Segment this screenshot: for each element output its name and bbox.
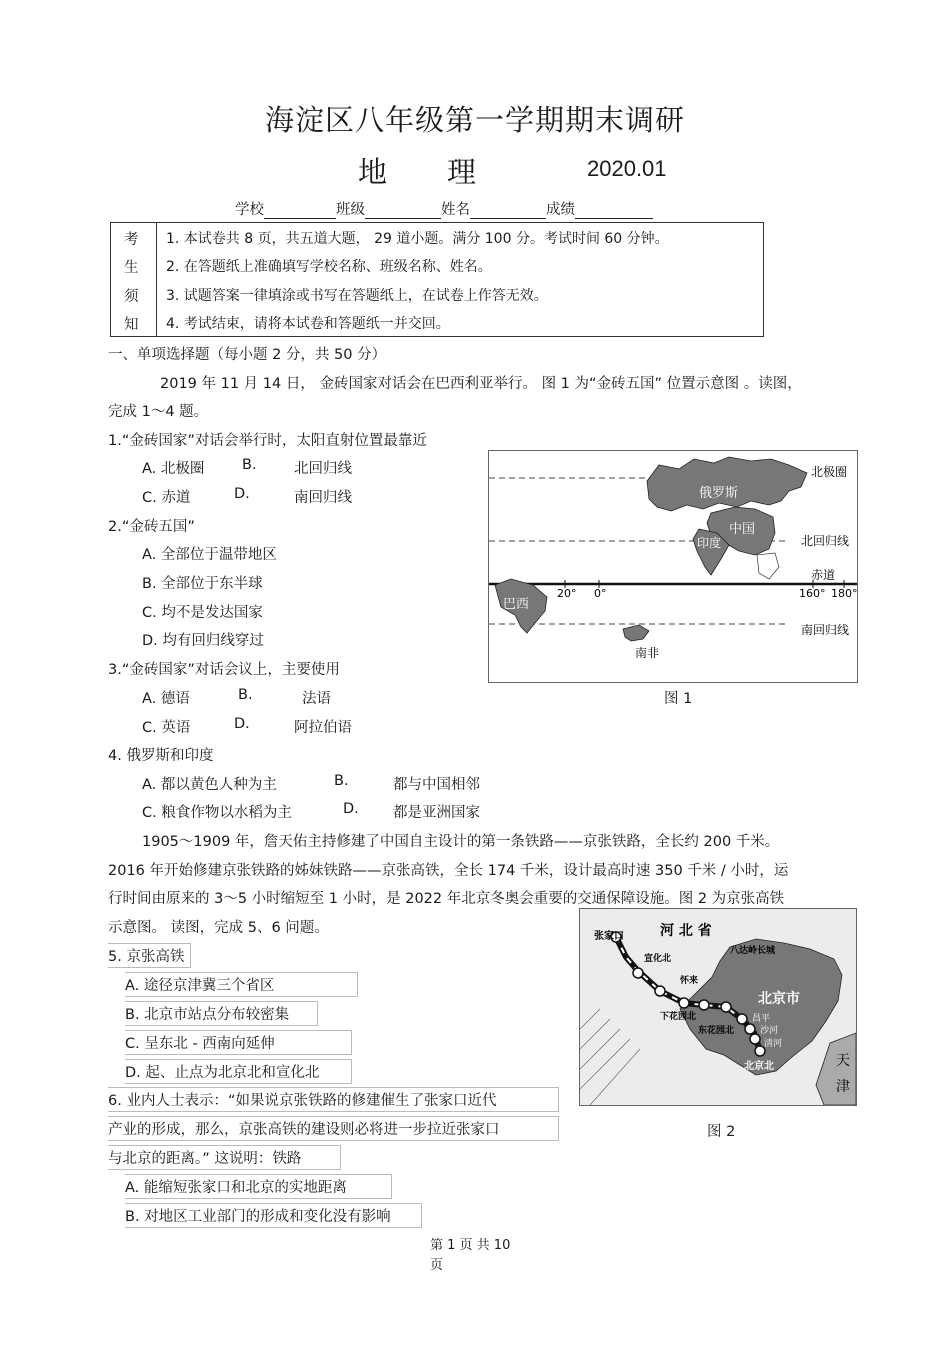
school-label: 学校 — [235, 202, 264, 218]
q1-option-d[interactable]: 南回归线 — [294, 490, 352, 506]
name-label: 姓名 — [441, 202, 470, 218]
q4-stem: 4. 俄罗斯和印度 — [108, 748, 214, 764]
station-xuanhuabei[interactable] — [633, 968, 643, 978]
figure-1-caption: 图 1 — [664, 691, 693, 707]
note-line: 4. 考试结束，请将本试卷和答题纸一并交回。 — [166, 316, 450, 332]
tianjin-label-1: 天 — [836, 1053, 850, 1069]
q6-stem: 6. 业内人士表示：“如果说京张铁路的修建催生了张家口近代 — [108, 1087, 559, 1112]
lon-180-label: 180° — [831, 587, 857, 600]
q1-stem: 1.“金砖国家”对话会举行时，太阳直射位置最靠近 — [108, 433, 427, 449]
station-label-beijingbei: 北京北 — [744, 1061, 774, 1072]
q1-option-a[interactable]: A. 北极圈 — [142, 461, 205, 477]
q5-option-d[interactable]: D. 起、止点为北京北和宣化北 — [125, 1059, 352, 1084]
india-label: 印度 — [697, 536, 722, 550]
railway-map-svg — [580, 909, 856, 1105]
q1-option-d-letter[interactable]: D. — [234, 486, 250, 502]
station-label-shahe: 沙河 — [760, 1026, 779, 1036]
station-donghuayuanbei[interactable] — [699, 1000, 709, 1010]
page-footer-line1: 第 1 页 共 10 — [430, 1238, 511, 1253]
station-label-changping: 昌平 — [752, 1014, 771, 1024]
q3-stem: 3.“金砖国家”对话会议上，主要使用 — [108, 662, 340, 678]
q4-option-b[interactable]: 都与中国相邻 — [393, 777, 480, 793]
q6-stem: 产业的形成，那么，京张高铁的建设则必将进一步拉近张家口 — [108, 1116, 559, 1141]
intro-line: 完成 1～4 题。 — [108, 404, 209, 420]
intro-line: 2019 年 11 月 14 日， 金砖国家对话会在巴西利亚举行。 图 1 为“金砖五国” 位置示意图 。读图， — [160, 376, 802, 392]
q1-option-b[interactable]: 北回归线 — [294, 461, 352, 477]
q5-option-a[interactable]: A. 途径京津冀三个省区 — [125, 972, 358, 997]
beijing-label: 北京市 — [758, 991, 800, 1007]
note-line: 2. 在答题纸上准确填写学校名称、班级名称、姓名。 — [166, 259, 492, 275]
q4-option-a[interactable]: A. 都以黄色人种为主 — [142, 777, 277, 793]
tianjin-label-2: 津 — [836, 1079, 850, 1095]
arctic-label: 北极圈 — [811, 465, 848, 479]
q3-option-a[interactable]: A. 德语 — [142, 691, 190, 707]
figure-1-map — [488, 450, 858, 683]
figure-2-caption: 图 2 — [707, 1124, 736, 1140]
station-label-zhangjiakou: 张家口 — [594, 931, 624, 942]
hebei-striped-area — [580, 1009, 640, 1105]
q1-option-b-letter[interactable]: B. — [242, 457, 257, 473]
notes-side-label — [111, 223, 157, 336]
station-changping[interactable] — [737, 1014, 747, 1024]
station-qinghe[interactable] — [750, 1034, 760, 1044]
page-footer-line2: 页 — [430, 1258, 444, 1273]
station-label-xuanhuabei: 宣化北 — [644, 954, 672, 964]
station-badaling[interactable] — [721, 1002, 731, 1012]
q2-option-d[interactable]: D. 均有回归线穿过 — [142, 633, 264, 649]
exam-notes-box — [110, 222, 764, 337]
class-blank[interactable] — [365, 203, 441, 219]
station-label-qinghe: 清河 — [764, 1039, 783, 1049]
notes-char: 须 — [124, 289, 139, 305]
q5-option-c[interactable]: C. 呈东北 - 西南向延伸 — [125, 1030, 352, 1055]
q6-option-a[interactable]: A. 能缩短张家口和北京的实地距离 — [125, 1174, 392, 1199]
russia-label: 俄罗斯 — [699, 486, 739, 501]
station-huailai[interactable] — [679, 998, 689, 1008]
q6-option-b[interactable]: B. 对地区工业部门的形成和变化没有影响 — [125, 1203, 422, 1228]
station-shahe[interactable] — [745, 1024, 755, 1034]
q2-option-b[interactable]: B. 全部位于东半球 — [142, 576, 263, 592]
q4-option-b-letter[interactable]: B. — [334, 773, 349, 789]
q2-option-c[interactable]: C. 均不是发达国家 — [142, 605, 263, 621]
q3-option-c[interactable]: C. 英语 — [142, 720, 191, 736]
q5-option-b[interactable]: B. 北京市站点分布较密集 — [125, 1001, 318, 1026]
exam-date: 2020.01 — [587, 156, 667, 181]
china-label: 中国 — [729, 522, 756, 537]
figure-2-map — [579, 908, 857, 1106]
notes-char: 考 — [124, 232, 139, 248]
hebei-label: 河 北 省 — [660, 923, 712, 939]
tropic-capricorn-label: 南回归线 — [801, 623, 850, 637]
station-label-badaling: 八达岭长城 — [730, 946, 776, 956]
passage-line: 行时间由原来的 3～5 小时缩短至 1 小时，是 2022 年北京冬奥会重要的交通保障设施。图 2 为京张高铁 — [108, 891, 785, 907]
lon-20-label: 20° — [557, 587, 577, 600]
q2-stem: 2.“金砖五国” — [108, 519, 195, 535]
notes-char: 知 — [124, 317, 139, 333]
tropic-cancer-label: 北回归线 — [801, 534, 850, 548]
se-asia-outline — [757, 553, 779, 579]
q3-option-d[interactable]: 阿拉伯语 — [294, 720, 352, 736]
brazil-label: 巴西 — [503, 597, 530, 612]
name-blank[interactable] — [470, 203, 546, 219]
section-heading: 一、单项选择题（每小题 2 分，共 50 分） — [108, 347, 387, 363]
q3-option-b[interactable]: 法语 — [302, 691, 331, 707]
note-line: 1. 本试卷共 8 页，共五道大题， 29 道小题。满分 100 分。考试时间 60 分钟。 — [166, 231, 669, 247]
station-label-donghuayuanbei: 东花园北 — [698, 1026, 735, 1036]
q3-option-d-letter[interactable]: D. — [234, 716, 250, 732]
q4-option-d-letter[interactable]: D. — [343, 801, 359, 817]
lon-0-label: 0° — [594, 587, 607, 600]
passage-line: 示意图。 读图，完成 5、6 问题。 — [108, 920, 329, 936]
world-map-svg — [489, 451, 857, 682]
passage-line: 1905～1909 年，詹天佑主持修建了中国自主设计的第一条铁路——京张铁路，全长约 200 千米。 — [142, 834, 780, 850]
q5-stem: 5. 京张高铁 — [108, 943, 191, 968]
q4-option-c[interactable]: C. 粮食作物以水稻为主 — [142, 805, 292, 821]
russia-shape — [647, 457, 807, 511]
q3-option-b-letter[interactable]: B. — [238, 687, 253, 703]
station-label-huailai: 怀来 — [680, 976, 699, 986]
passage-line: 2016 年开始修建京张铁路的姊妹铁路——京张高铁，全长 174 千米，设计最高时速 350 千米 / 小时，运 — [108, 863, 789, 879]
class-label: 班级 — [336, 202, 365, 218]
q4-option-d[interactable]: 都是亚洲国家 — [393, 805, 480, 821]
subject-title: 地理 — [358, 155, 537, 189]
score-blank[interactable] — [575, 203, 653, 219]
q1-option-c[interactable]: C. 赤道 — [142, 490, 191, 506]
equator-label: 赤道 — [811, 568, 836, 582]
lon-160-label: 160° — [799, 587, 826, 600]
south-africa-shape — [623, 625, 649, 641]
station-xiahuayuanbei[interactable] — [655, 986, 665, 996]
south-africa-label: 南非 — [635, 646, 660, 660]
exam-title: 海淀区八年级第一学期期末调研 — [264, 103, 685, 137]
q2-option-a[interactable]: A. 全部位于温带地区 — [142, 547, 277, 563]
notes-char: 生 — [124, 260, 139, 276]
note-line: 3. 试题答案一律填涂或书写在答题纸上，在试卷上作答无效。 — [166, 288, 548, 304]
score-label: 成绩 — [546, 202, 575, 218]
school-blank[interactable] — [264, 203, 336, 219]
station-label-xiahuayuanbei: 下花园北 — [660, 1012, 697, 1022]
student-info-line — [235, 198, 653, 219]
q6-stem: 与北京的距离。” 这说明：铁路 — [108, 1145, 341, 1170]
